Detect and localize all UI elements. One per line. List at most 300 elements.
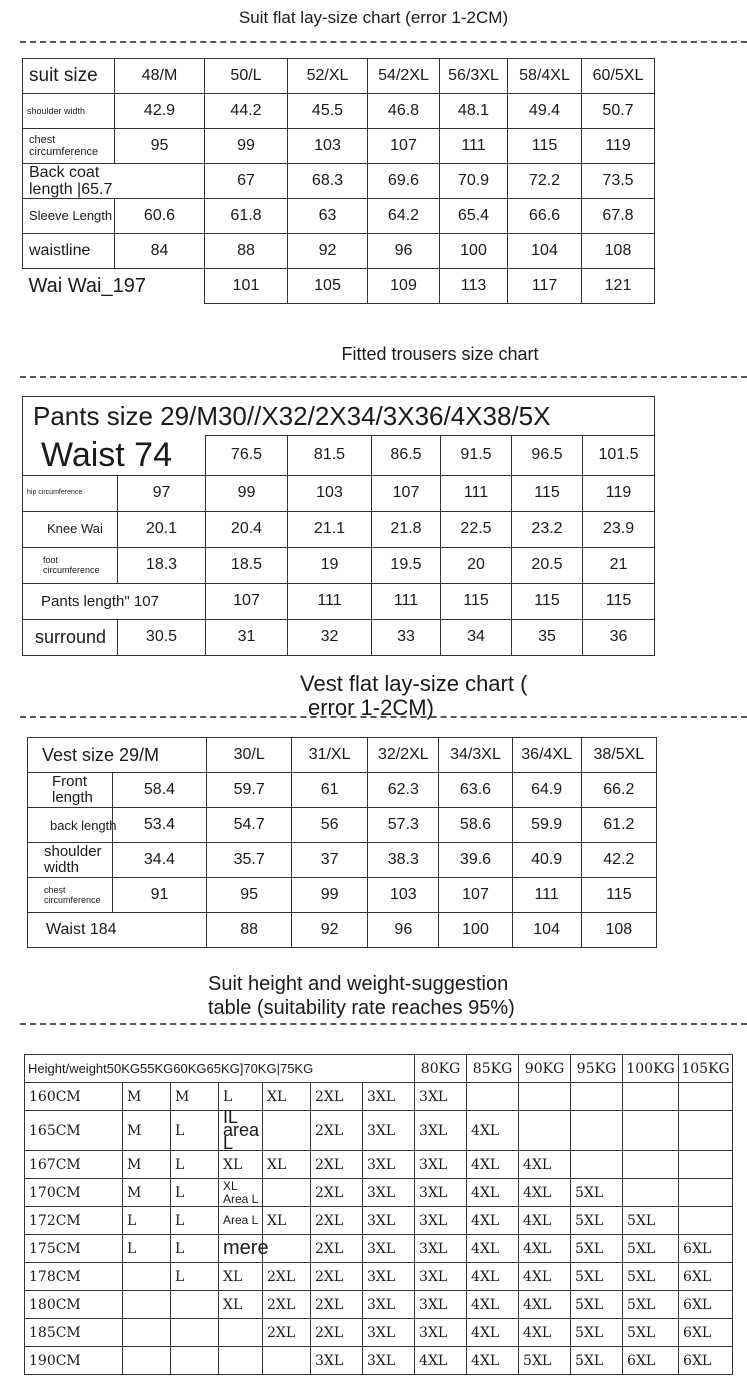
value-cell: 21 [583,547,655,583]
size-cell: 48/M [115,59,205,94]
size-suggestion-cell: 4XL [467,1179,519,1207]
height-cell: 175CM [25,1235,123,1263]
suit-size-table [22,58,655,304]
value-cell: 37 [291,843,367,878]
value-cell: 58.6 [439,808,512,843]
size-suggestion-cell: 2XL [311,1151,363,1179]
size-suggestion-cell: L [219,1083,263,1111]
height-cell: 167CM [25,1151,123,1179]
value-cell: 105 [288,269,368,304]
value-cell: 53.4 [112,808,207,843]
value-cell: 48.1 [440,94,508,129]
size-cell: 31/XL [291,738,367,773]
size-suggestion-cell: 5XL [571,1263,623,1291]
value-cell: 19.5 [372,547,441,583]
size-suggestion-cell: XL [263,1207,311,1235]
size-suggestion-cell [171,1291,219,1319]
size-suggestion-cell: 3XL [363,1179,415,1207]
table-row [23,269,655,304]
size-suggestion-cell: 3XL [363,1083,415,1111]
vest-chart-title [300,672,620,720]
size-suggestion-cell [679,1083,733,1111]
size-suggestion-cell: 3XL [415,1111,467,1151]
table-row [23,164,655,199]
size-suggestion-cell: 3XL [363,1235,415,1263]
value-cell: 100 [440,234,508,269]
size-suggestion-cell: 2XL [311,1179,363,1207]
size-suggestion-cell [123,1319,171,1347]
height-cell: 190CM [25,1347,123,1375]
size-suggestion-cell [623,1111,679,1151]
size-suggestion-cell [171,1347,219,1375]
suit-chart-title: Suit flat lay-size chart (error 1-2CM) [238,8,509,27]
size-suggestion-cell: 5XL [571,1207,623,1235]
size-suggestion-cell: 3XL [363,1151,415,1179]
divider [20,716,747,718]
size-suggestion-cell: 3XL [415,1235,467,1263]
size-suggestion-cell [623,1151,679,1179]
size-suggestion-cell: 2XL [263,1263,311,1291]
height-weight-table [24,1054,733,1375]
size-suggestion-cell: 6XL [623,1347,679,1375]
table-row [25,1083,733,1111]
row-label: shoulder width [28,843,113,878]
size-cell: 56/3XL [440,59,508,94]
size-suggestion-cell: M [123,1151,171,1179]
table-row [23,59,655,94]
size-suggestion-cell [679,1179,733,1207]
size-suggestion-cell [123,1347,171,1375]
pants-chart-title: Fitted trousers size chart [341,344,539,364]
value-cell: 61 [291,773,367,808]
size-suggestion-cell: 5XL [571,1179,623,1207]
size-suggestion-cell: IL area L [219,1111,263,1151]
vest-title-line1: Vest flat lay-size chart ( [300,671,528,696]
value-cell: 108 [581,913,656,948]
size-cell: 30/L [207,738,292,773]
size-suggestion-cell: 6XL [679,1347,733,1375]
size-suggestion-cell: 4XL [467,1263,519,1291]
size-suggestion-cell: L [123,1235,171,1263]
value-cell: 109 [368,269,440,304]
value-cell: 30.5 [118,619,206,655]
divider [20,376,747,378]
table-row [23,547,655,583]
table-row [23,475,655,511]
value-cell: 121 [582,269,655,304]
value-cell: 59.7 [207,773,292,808]
size-suggestion-cell: XL [263,1151,311,1179]
size-suggestion-cell: 4XL [467,1291,519,1319]
table-row [23,199,655,234]
size-suggestion-cell: 5XL [571,1235,623,1263]
value-cell: 99 [206,475,288,511]
value-cell: 20.5 [512,547,583,583]
size-suggestion-cell: L [123,1207,171,1235]
value-cell: 64.2 [368,199,440,234]
value-cell: 21.1 [288,511,372,547]
size-suggestion-cell: 2XL [311,1235,363,1263]
size-suggestion-cell: 5XL [623,1319,679,1347]
value-cell: 59.9 [512,808,581,843]
row-label: hip circumference [23,475,118,511]
size-suggestion-cell: 2XL [311,1291,363,1319]
value-cell: 119 [582,129,655,164]
value-cell: 46.8 [368,94,440,129]
value-cell: 76.5 [206,436,288,476]
height-cell: 170CM [25,1179,123,1207]
value-cell: 95 [207,878,292,913]
size-suggestion-cell [219,1319,263,1347]
value-cell: 61.2 [581,808,656,843]
size-suggestion-cell: 3XL [415,1179,467,1207]
height-cell: 178CM [25,1263,123,1291]
value-cell: 34 [441,619,512,655]
size-suggestion-cell [219,1347,263,1375]
size-suggestion-cell: 3XL [415,1207,467,1235]
size-suggestion-cell: 2XL [311,1207,363,1235]
size-suggestion-cell: 2XL [311,1263,363,1291]
value-cell: 119 [583,475,655,511]
value-cell: 42.9 [115,94,205,129]
row-label: waistline [23,234,115,269]
value-cell: 117 [508,269,582,304]
size-suggestion-cell: 5XL [623,1291,679,1319]
size-suggestion-cell [263,1347,311,1375]
size-suggestion-cell [467,1083,519,1111]
value-cell: 99 [205,129,288,164]
table-row [28,738,657,773]
value-cell: 67 [205,164,288,199]
value-cell: 18.5 [206,547,288,583]
size-suggestion-cell: L [171,1179,219,1207]
row-label: Wai Wai_197 [23,269,205,304]
value-cell: 20.4 [206,511,288,547]
row-label: Waist 184 [28,913,207,948]
value-cell: 72.2 [508,164,582,199]
size-cell: 32/2XL [368,738,439,773]
value-cell: 104 [508,234,582,269]
size-suggestion-cell: 5XL [571,1347,623,1375]
vest-title-line2: error 1-2CM) [308,695,434,720]
value-cell: 20.1 [118,511,206,547]
size-suggestion-cell: 4XL [467,1207,519,1235]
value-cell: 103 [288,475,372,511]
value-cell: 70.9 [440,164,508,199]
size-suggestion-cell: 3XL [311,1347,363,1375]
height-cell: 160CM [25,1083,123,1111]
value-cell: 111 [440,129,508,164]
value-cell: 62.3 [368,773,439,808]
size-suggestion-cell: Area L [219,1207,263,1235]
table-row [28,773,657,808]
size-suggestion-cell: 4XL [519,1235,571,1263]
size-suggestion-cell: 2XL [311,1083,363,1111]
value-cell: 97 [118,475,206,511]
value-cell: 23.2 [512,511,583,547]
value-cell: 69.6 [368,164,440,199]
table-row [25,1207,733,1235]
size-suggestion-cell: 3XL [415,1151,467,1179]
row-label: Front length [28,773,113,808]
table-row [25,1291,733,1319]
value-cell: 20 [441,547,512,583]
table-row [23,511,655,547]
value-cell: 63.6 [439,773,512,808]
value-cell: 107 [439,878,512,913]
value-cell: 111 [372,583,441,619]
value-cell: 88 [205,234,288,269]
value-cell: 66.6 [508,199,582,234]
value-cell: 99 [291,878,367,913]
value-cell: 111 [512,878,581,913]
size-suggestion-cell: 2XL [311,1111,363,1151]
size-suggestion-cell: 3XL [363,1319,415,1347]
size-suggestion-cell: mere [219,1235,263,1263]
size-suggestion-cell: 3XL [415,1263,467,1291]
value-cell: 86.5 [372,436,441,476]
size-suggestion-cell: 3XL [363,1291,415,1319]
size-cell: 34/3XL [439,738,512,773]
size-suggestion-cell [571,1151,623,1179]
size-suggestion-cell: 4XL [467,1151,519,1179]
hw-body [25,1083,733,1375]
size-suggestion-cell [623,1083,679,1111]
row-label: chest circumference [23,129,115,164]
table-row [23,94,655,129]
value-cell: 19 [288,547,372,583]
value-cell: 100 [439,913,512,948]
size-cell: 38/5XL [581,738,656,773]
value-cell: 107 [372,475,441,511]
value-cell: 96 [368,913,439,948]
hw-chart-title [208,972,628,1020]
value-cell: 103 [368,878,439,913]
value-cell: 104 [512,913,581,948]
size-suggestion-cell: 3XL [363,1207,415,1235]
size-suggestion-cell: 4XL [519,1263,571,1291]
value-cell: 115 [508,129,582,164]
table-row [23,397,655,436]
value-cell: 115 [581,878,656,913]
weight-cell: 100KG [623,1055,679,1083]
table-row [28,878,657,913]
size-suggestion-cell [571,1083,623,1111]
size-suggestion-cell: 4XL [467,1111,519,1151]
size-cell: 58/4XL [508,59,582,94]
table-row [28,808,657,843]
value-cell: 34.4 [112,843,207,878]
size-suggestion-cell: 5XL [623,1235,679,1263]
value-cell: 81.5 [288,436,372,476]
value-cell: 73.5 [582,164,655,199]
value-cell: 115 [441,583,512,619]
size-suggestion-cell: 3XL [363,1111,415,1151]
size-suggestion-cell: M [123,1179,171,1207]
value-cell: 35 [512,619,583,655]
pants-header: Pants size 29/M30//X32/2X34/3X36/4X38/5X [23,397,655,436]
value-cell: 42.2 [581,843,656,878]
row-label: surround [23,619,118,655]
size-suggestion-cell: 5XL [519,1347,571,1375]
row-label: Sleeve Length [23,199,115,234]
size-cell: 52/XL [288,59,368,94]
size-cell: 50/L [205,59,288,94]
table-row [25,1055,733,1083]
value-cell: 64.9 [512,773,581,808]
row-label: Back coat length |65.7 [23,164,205,199]
size-suggestion-cell: 2XL [311,1319,363,1347]
value-cell: 65.4 [440,199,508,234]
hw-header-left: Height/weight50KG55KG60KG65KG]70KG|75KG [25,1055,415,1083]
size-suggestion-cell: L [171,1263,219,1291]
header-label: Vest size 29/M [28,738,207,773]
value-cell: 68.3 [288,164,368,199]
size-suggestion-cell: 4XL [519,1151,571,1179]
size-suggestion-cell: XL [263,1083,311,1111]
vest-size-table [27,737,657,948]
table-row [23,619,655,655]
size-suggestion-cell: 5XL [571,1291,623,1319]
value-cell: 32 [288,619,372,655]
value-cell: 108 [582,234,655,269]
size-suggestion-cell: 4XL [467,1347,519,1375]
value-cell: 18.3 [118,547,206,583]
size-suggestion-cell: 4XL [467,1235,519,1263]
size-suggestion-cell [679,1151,733,1179]
size-suggestion-cell [623,1179,679,1207]
size-suggestion-cell: 4XL [415,1347,467,1375]
height-cell: 172CM [25,1207,123,1235]
value-cell: 107 [368,129,440,164]
size-cell: 36/4XL [512,738,581,773]
value-cell: 115 [512,583,583,619]
value-cell: 22.5 [441,511,512,547]
size-suggestion-cell: 5XL [571,1319,623,1347]
size-suggestion-cell [571,1111,623,1151]
size-suggestion-cell [679,1111,733,1151]
size-suggestion-cell [679,1207,733,1235]
row-label: Knee Wai [23,511,118,547]
size-suggestion-cell: XL [219,1263,263,1291]
value-cell: 103 [288,129,368,164]
row-label: shoulder width [23,94,115,129]
table-row [23,583,655,619]
value-cell: 60.6 [115,199,205,234]
value-cell: 115 [583,583,655,619]
table-row [25,1151,733,1179]
size-suggestion-cell: 5XL [623,1207,679,1235]
pants-size-table [22,396,655,656]
value-cell: 92 [291,913,367,948]
size-suggestion-cell: 4XL [519,1179,571,1207]
value-cell: 38.3 [368,843,439,878]
value-cell: 23.9 [583,511,655,547]
table-row [25,1347,733,1375]
waist-label: Waist 74 [23,436,206,476]
size-suggestion-cell: XL [219,1151,263,1179]
table-row [23,129,655,164]
size-suggestion-cell: 6XL [679,1235,733,1263]
value-cell: 96.5 [512,436,583,476]
row-label: back length [28,808,113,843]
row-label: foot circumference [23,547,118,583]
value-cell: 50.7 [582,94,655,129]
weight-cell: 105KG [679,1055,733,1083]
size-suggestion-cell: 5XL [623,1263,679,1291]
size-suggestion-cell: M [171,1083,219,1111]
size-suggestion-cell: L [171,1207,219,1235]
size-suggestion-cell: XL Area L [219,1179,263,1207]
size-suggestion-cell: M [123,1083,171,1111]
value-cell: 91 [112,878,207,913]
weight-cell: 80KG [415,1055,467,1083]
value-cell: 54.7 [207,808,292,843]
table-row [25,1111,733,1151]
value-cell: 57.3 [368,808,439,843]
size-suggestion-cell [263,1179,311,1207]
table-row [23,436,655,476]
value-cell: 113 [440,269,508,304]
size-suggestion-cell: 3XL [363,1263,415,1291]
size-suggestion-cell: L [171,1151,219,1179]
table-row [28,913,657,948]
hw-title-line2: table (suitability rate reaches 95%) [208,997,515,1019]
value-cell: 49.4 [508,94,582,129]
size-suggestion-cell: 6XL [679,1263,733,1291]
size-suggestion-cell: 3XL [415,1291,467,1319]
value-cell: 92 [288,234,368,269]
value-cell: 67.8 [582,199,655,234]
size-cell: 60/5XL [582,59,655,94]
value-cell: 111 [288,583,372,619]
value-cell: 88 [207,913,292,948]
value-cell: 21.8 [372,511,441,547]
size-suggestion-cell: L [171,1235,219,1263]
size-suggestion-cell: 4XL [519,1291,571,1319]
value-cell: 84 [115,234,205,269]
value-cell: 111 [441,475,512,511]
size-suggestion-cell [263,1235,311,1263]
value-cell: 66.2 [581,773,656,808]
size-suggestion-cell: 4XL [519,1319,571,1347]
size-suggestion-cell: 2XL [263,1319,311,1347]
table-row [25,1235,733,1263]
size-suggestion-cell: M [123,1111,171,1151]
header-label: suit size [23,59,115,94]
size-suggestion-cell: 6XL [679,1319,733,1347]
size-suggestion-cell: 3XL [415,1319,467,1347]
divider [20,41,747,43]
table-row [25,1263,733,1291]
hw-title-line1: Suit height and weight-suggestion [208,973,509,995]
size-suggestion-cell [519,1083,571,1111]
size-suggestion-cell: 2XL [263,1291,311,1319]
table-row [23,234,655,269]
height-cell: 185CM [25,1319,123,1347]
value-cell: 107 [206,583,288,619]
value-cell: 63 [288,199,368,234]
value-cell: 61.8 [205,199,288,234]
size-suggestion-cell [263,1111,311,1151]
value-cell: 91.5 [441,436,512,476]
value-cell: 56 [291,808,367,843]
size-suggestion-cell: 3XL [363,1347,415,1375]
value-cell: 58.4 [112,773,207,808]
value-cell: 35.7 [207,843,292,878]
value-cell: 95 [115,129,205,164]
value-cell: 115 [512,475,583,511]
